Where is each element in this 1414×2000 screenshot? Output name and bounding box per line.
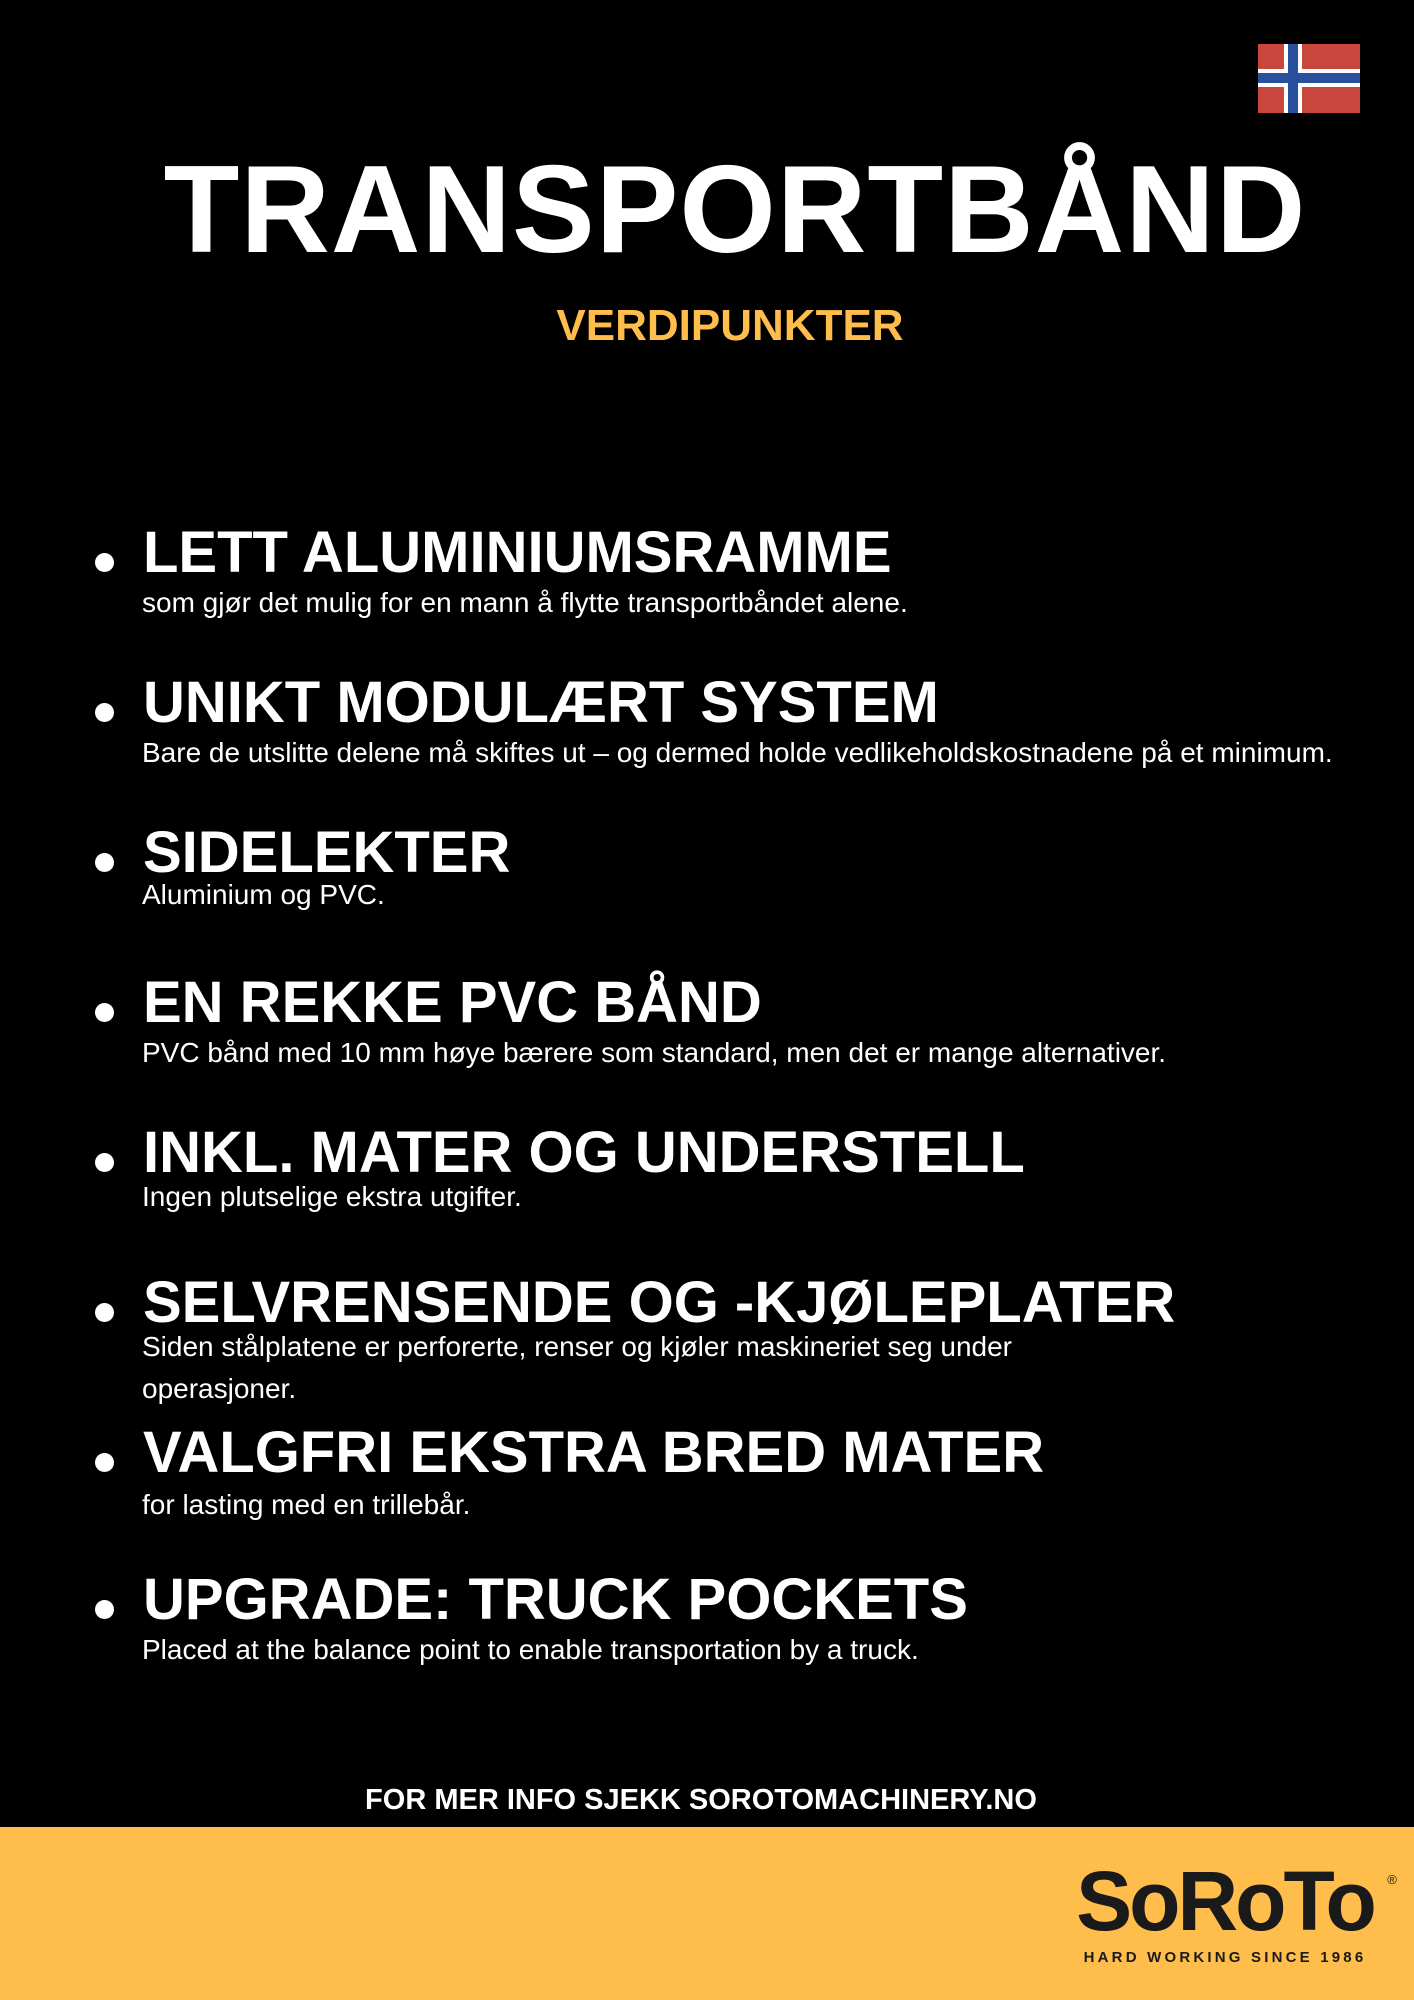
bullet-icon <box>95 1303 114 1322</box>
bullet-icon <box>95 553 114 572</box>
item-heading: SIDELEKTER <box>143 820 511 885</box>
item-description: PVC bånd med 10 mm høye bærere som standard, men det er mange alternativer. <box>142 1037 1167 1068</box>
logo-tagline: HARD WORKING SINCE 1986 <box>1083 1949 1367 1966</box>
item-description: Placed at the balance point to enable transportation by a truck. <box>142 1634 919 1665</box>
bullet-icon <box>95 1153 114 1172</box>
item-description: Bare de utslitte delene må skiftes ut – og dermed holde vedlikeholdskostnadene på et minimum. <box>142 737 1333 768</box>
item-heading: EN REKKE PVC BÅND <box>143 970 762 1035</box>
soroto-logo <box>1060 1862 1400 1972</box>
registered-mark: ® <box>1387 1872 1397 1887</box>
bullet-icon <box>95 703 114 722</box>
item-heading: LETT ALUMINIUMSRAMME <box>143 520 892 585</box>
item-description: som gjør det mulig for en mann å flytte transportbåndet alene. <box>142 587 908 618</box>
bullet-icon <box>95 1600 114 1619</box>
item-description: Ingen plutselige ekstra utgifter. <box>142 1181 522 1212</box>
item-heading: UPGRADE: TRUCK POCKETS <box>143 1567 968 1632</box>
bullet-icon <box>95 1003 114 1022</box>
footer-info-link[interactable]: FOR MER INFO SJEKK SOROTOMACHINERY.NO <box>365 1784 1037 1816</box>
item-heading: SELVRENSENDE OG -KJØLEPLATER <box>143 1270 1176 1335</box>
item-description: Siden stålplatene er perforerte, renser og kjøler maskineriet seg under operasjoner. <box>142 1331 1012 1404</box>
item-description: for lasting med en trillebår. <box>142 1489 471 1520</box>
bullet-icon <box>95 853 114 872</box>
item-heading: UNIKT MODULÆRT SYSTEM <box>143 670 939 735</box>
page-subtitle: VERDIPUNKTER <box>556 301 904 350</box>
norway-flag-icon <box>1258 44 1360 113</box>
item-description: Aluminium og PVC. <box>142 879 385 910</box>
logo-wordmark: SoRoTo <box>1076 1862 1374 1948</box>
item-heading: INKL. MATER OG UNDERSTELL <box>143 1120 1025 1185</box>
bullet-icon <box>95 1453 114 1472</box>
page-title: TRANSPORTBÅND <box>163 141 1307 279</box>
item-heading: VALGFRI EKSTRA BRED MATER <box>143 1420 1045 1485</box>
